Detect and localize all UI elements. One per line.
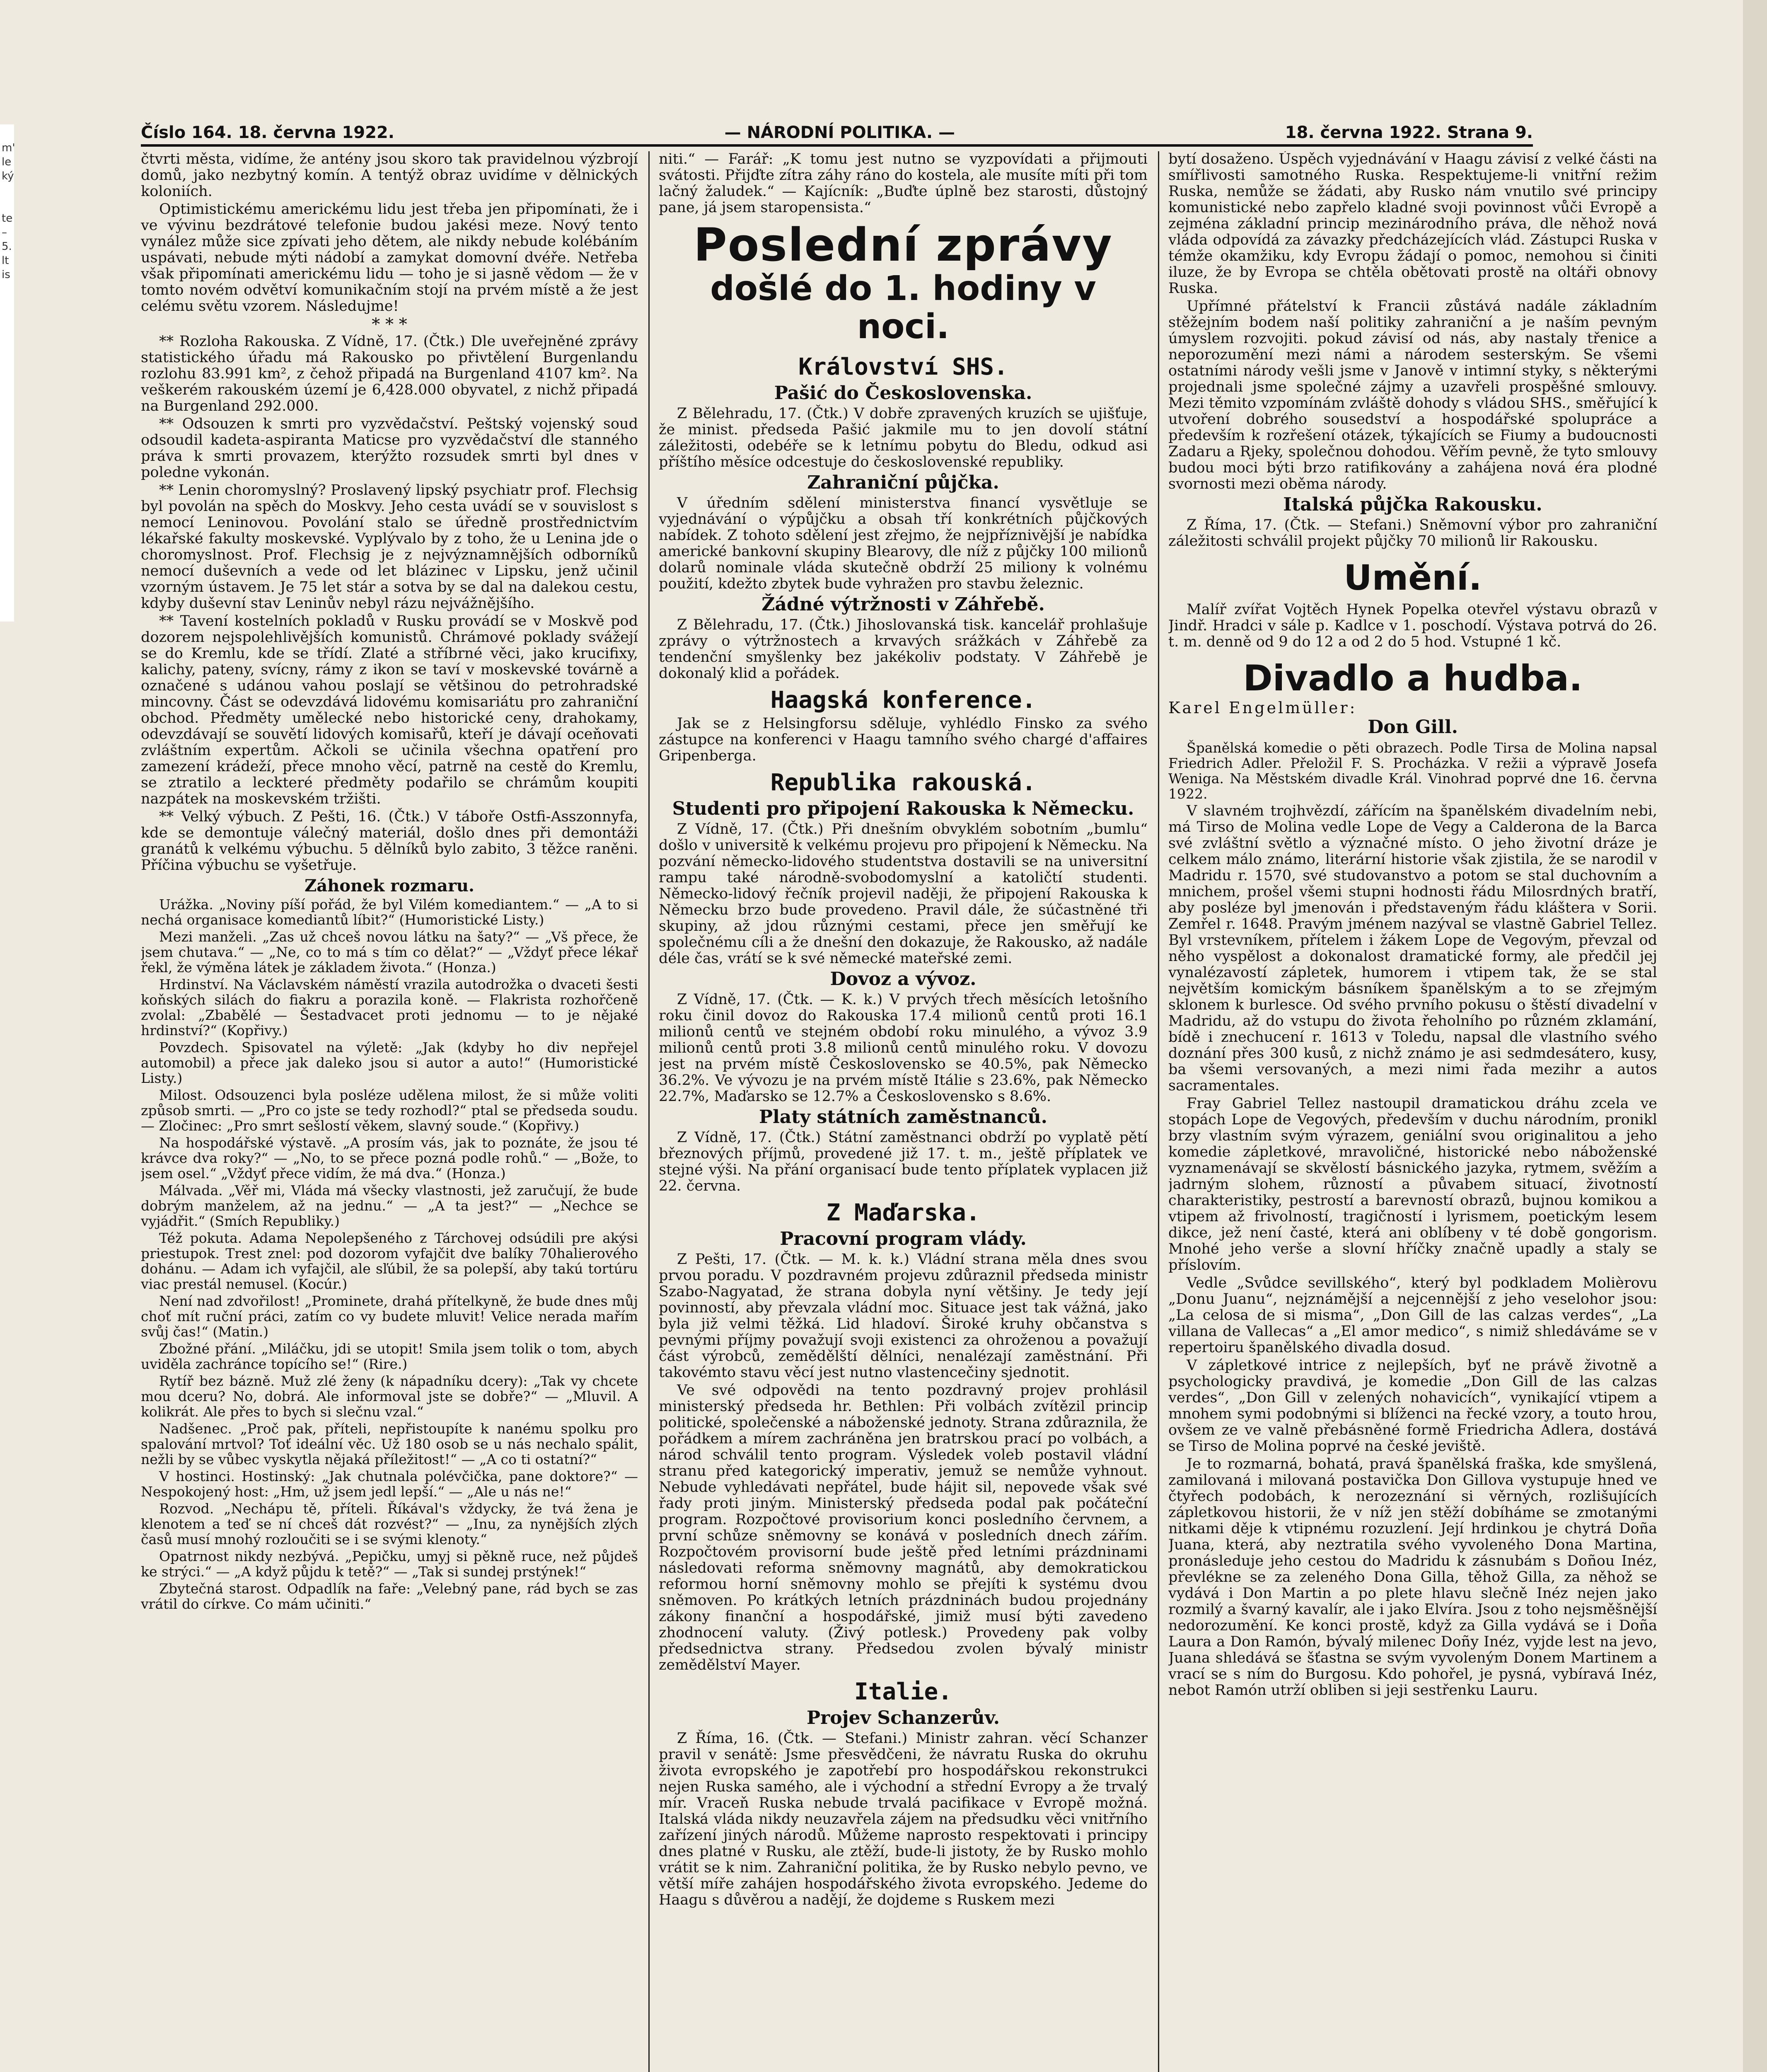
section-heading-haag: Haagská konference.	[770, 687, 1036, 714]
joke-item: Na hospodářské výstavě. „A prosím vás, jak to poznáte, že jsou té krávce dva roky?“ — „No, to se přece pozná podle rohů.“ — „Bože, to jsem osel.“ „Vždyť přece vidím, že má dva.“ (Honza.)	[141, 1135, 638, 1181]
article-paragraph: Z Říma, 16. (Čtk. — Stefani.) Ministr zahran. věcí Schanzer pravil v senátě: Jsme přesvědčeni, že návratu Ruska do okruhu života evropského je zapotřebí pro hospodářskou rekonstrukci nejen Ruska samého, ale i východní a střední Evropy a že trvalý mír. Vraceň Ruska nebude trvalá pacifikace v Evropě možná. Italská vláda nikdy neuzavřela zájem na předsudku věci vnitřního zařízení jiných národů. Můžeme naprosto respektovati i principy dnes platné v Rusku, ale ztěží, bude-li jistoty, že by Rusko mohlo vrátit se k nim. Zahraniční politika, že by Rusko nebylo pevno, ve větší míře zahájen hospodářského života evropského. Jedeme do Haagu s důvěrou a nadějí, že dojdeme s Ruskem mezi	[659, 1730, 1148, 1908]
article-paragraph: Z Vídně, 17. (Čtk.) Státní zaměstnanci obdrží po vyplatě pětí březnových příjmů, provedené již 17. t. m., ještě příplatek ve stejné výši. Na přání organisací bude tento příplatek vyplacen již 22. června.	[659, 1129, 1148, 1194]
article-heading: Platy státních zaměstnanců.	[759, 1106, 1047, 1128]
article-paragraph: Z Bělehradu, 17. (Čtk.) Jihoslovanská tisk. kancelář prohlašuje zprávy o výtržnostech a krvavých srážkách v Záhřebě za tendenční smyšlenky bez jakékoliv podstaty. V Záhřebě je dokonalý klid a pořádek.	[659, 617, 1148, 682]
joke-item: V hostinci. Hostinský: „Jak chutnala polévčička, pane doktore?“ — Nespokojený host: „Hm, už jsem jedl lepší.“ — „Ale u nás ne!“	[141, 1468, 638, 1500]
joke-item: Zbožné přání. „Miláčku, jdi se utopit! Smila jsem tolik o tom, abych uviděla zachránce topícího se!“ (Rire.)	[141, 1341, 638, 1372]
section-heading-rakousko: Republika rakouská.	[770, 769, 1036, 796]
article-paragraph: Z Vídně, 17. (Čtk.) Při dnešním obvyklém sobotním „bumlu“ došlo v universitě k velkému projevu pro připojení k Německu. Na pozvání německo-lidového studentstva dostavili se na universitní rampu také národně-svobodomyslní a katoličtí studenti. Německo-lidový řečník projevil naději, že připojení Rakouska k Německu brzo bude provedeno. Pravil dále, že súčastněné tři skupiny, až jdou různými cestami, přece jen směřují ke společnému cíli a že dnešní den dokazuje, že Rakousko, až nadále déle čas, vrátí se k své německé mateřské zemi.	[659, 821, 1148, 967]
joke-item: Rozvod. „Nechápu tě, příteli. Říkával's vždycky, že tvá žena je klenotem a teď se ní chceš dát rozvést?“ — „Inu, za nynějších zlých časů musí mnohý rozloučiti se i se svými klenoty.“	[141, 1501, 638, 1547]
article-heading: Žádné výtržnosti v Záhřebě.	[761, 594, 1045, 615]
joke-item: Nadšenec. „Proč pak, příteli, nepřistoupíte k nanému spolku pro spalování mrtvol? Toť ideální věc. Už 180 osob se u nás nechalo spálit, nežli by se vůbec vyskytla nějaká příležitost!“ — „A co ti ostatní?“	[141, 1421, 638, 1467]
article-paragraph: Z Vídně, 17. (Čtk. — K. k.) V prvých třech měsících letošního roku činil dovoz do Rakouska 17.4 milionů centů proti 16.1 milionů centů ve stejném období roku minulého, a vývoz 3.9 milionů centů proti 3.8 milionů centů minulého roku. V dovozu jest na prvém místě Československo se 40.5%, pak Německo 36.2%. Ve vývozu je na prvém místě Itálie s 23.6%, pak Německo 22.7%, Maďarsko se 12.7% a Československo s 8.6%.	[659, 991, 1148, 1105]
masthead-title: — NÁRODNÍ POLITIKA. —	[724, 123, 955, 142]
article-heading: Pracovní program vlády.	[780, 1228, 1027, 1249]
article-paragraph: Malíř zvířat Vojtěch Hynek Popelka otevřel výstavu obrazů v Jindř. Hradci v sále p. Kadlce v 1. poschodí. Výstava potrvá do 26. t. m. denně od 9 do 12 a od 2 do 5 hod. Vstupné 1 kč.	[1168, 601, 1657, 650]
header-page: 18. června 1922. Strana 9.	[1285, 123, 1533, 142]
article-heading: Zahraniční půjčka.	[807, 472, 999, 493]
separator-stars: * * *	[372, 315, 407, 334]
review-paragraph: Vedle „Svůdce sevillského“, který byl podkladem Molièrovu „Donu Juanu“, nejznámější a nejcennější z jeho veselohor jsou: „La celosa de si misma“, „Don Gill de las calzas verdes“, „La villana de Vallecas“ a „El amor medico“, s nimiž shledáváme se v repertoiru španělského divadla dosud.	[1168, 1275, 1657, 1356]
review-title: Don Gill.	[1368, 716, 1458, 738]
news-item-taveni: ** Tavení kostelních pokladů v Rusku provádí se v Moskvě pod dozorem nejspolehlivějších komunistů. Chrámové poklady svážejí se do Kremlu, kde se třídí. Zlaté a stříbrné věci, jako krucifixy, kalichy, pateny, svícny, rámy z ikon se taví v moskevské továrně a označené s udánou vahou poslají se většinou do petrohradské mincovny. Část se odevzdává lidovému komisariátu pro zahraniční obchod. Předměty umělecké nebo historické ceny, drahokamy, odevzdávají se souvětí lidových komisařů, kteří je dávají oceňovati zvláštním expertům. Ačkoli se učinila všechna opatření pro zamezení krádeží, přece mnoho věcí, patrně na cestě do Kremlu, se ztratilo a leckteré předměty podařilo se chrámům koupiti nazpátek na moskevském tržišti.	[141, 613, 638, 807]
article-paragraph: Ve své odpovědi na tento pozdravný projev prohlásil ministerský předseda hr. Bethlen: Při volbách zvítězil princip politické, společenské a náboženské jednoty. Strana zdůraznila, že pořádkem a mírem zachráněna jen bratrskou prací po volbách, a národ schválil tento program. Výsledek voleb postavil vládní stranu před kategorický imperativ, jemuž se nemůže vyhnout. Nebude vyhledávati nepřátel, bude hájit sil, nepovede však své řady proti jiným. Ministerský předseda podal pak počáteční program. Rozpočtové provisorium konci posledního červnem, a první schůze sněmovny se konává v posledních dnech zářím. Rozpočtovém provisorní bude ještě před letními prázdninami následovati reforma sněmovny magnátů, aby demokratickou reformou horní sněmovny mohlo se přejíti k systému dvou sněmoven. Po krátkých letních prázdninách budou projednány zákony finanční a hospodářské, jimiž musí býti zavedeno zhodnocení valuty. (Živý potlesk.) Provedeny pak volby předsednictva strany. Předsedou zvolen bývalý ministr zemědělství Mayer.	[659, 1382, 1148, 1673]
section-heading-shs: Království SHS.	[798, 353, 1008, 380]
article-heading: Italská půjčka Rakousku.	[1283, 494, 1542, 515]
article-paragraph: Optimistickému americkému lidu jest třeba jen připomínati, že i ve vývinu bezdrátové telefonie budou jakési meze. Nový tento vynález může sice zpívati jeho dětem, ale nikdy nebude kolébáním uspávati, nebude mýti nádobí a zamykat domovní dvéře. Netřeba však připomínati americkému lidu — toho je si jasně vědom — že v tomto novém odvětví komunikačním stojí na prvém místě a že jest celému světu vzorem. Následujme!	[141, 201, 638, 315]
review-paragraph: Fray Gabriel Tellez nastoupil dramatickou dráhu zcela ve stopách Lope de Vegových, především v duchu národním, pronikl brzy vlastním svým výrazem, geniální svou originalitou a jeho komedie zápletkové, mravoličné, historické nebo náboženské vyznamenávají se skvělostí básnického jazyka, rytmem, svěžím a jadrným slohem, růzností a půvabem situací, životností charakteristiky, pestrostí a barevností obrazů, bujnou komikou a vtipem až frivolností, tragičností i lyrismem, poetickým lesem dikce, jež není časté, která ani oblíbeny v té době gongorism. Mnohé jeho verše a slovní hříčky značně upadly a staly se příslovím.	[1168, 1095, 1657, 1273]
article-paragraph: V úředním sdělení ministerstva financí vysvětluje se vyjednávání o výpůjčku a obsah tří konkrétních půjčkových nabídek. Z tohoto sdělení jest zřejmo, že nejpříznivější je nabídka americké bankovní skupiny Blearovy, dle níž z půjčky 100 milionů dolarů nominale vláda skutečně obdrží 25 miliony k volnému použití, kdežto zbytek bude vyhražen pro stavbu železnic.	[659, 495, 1148, 592]
column-2	[659, 151, 1148, 2072]
section-heading-madarsko: Z Maďarska.	[826, 1199, 980, 1226]
review-paragraph: V zápletkové intrice z nejlepších, byť ne právě životně a psychologicky pravdivá, je komedie „Don Gill de las calzas verdes“, „Don Gill v zelených nohavicích“, vynikající vtipem a mnohem symi podobnými si blíženci na řecké vzory, a touto hrou, ovšem ze ve valně přebásněné formě Friedricha Adlera, dostává se Tirso de Molina poprvé na české jeviště.	[1168, 1357, 1657, 1455]
review-paragraph: Je to rozmarná, bohatá, pravá španělská fraška, kde smyšlená, zamilovaná i milovaná postavička Don Gillova vystupuje hned ve čtyřech podobách, k nerozeznání si věrných, rozlišujících zápletkovou historii, že v níž jen stěží dobíháme se zmotanými nitkami děje k vtipnému rozuzlení. Její hrdinkou je chytrá Doña Juana, která, aby neztratila svého vyvoleného Dona Martina, pronásleduje jeho cestou do Madridu k zásnubám s Doñou Inéz, převlékne se za zeleného Dona Gilla, těhož Gilla, za něhož se vydává i Don Martin a po plete hlavu slečně Inéz nejen jako rozmilý a švarný kavalír, ale i jako Elvíra. Jsou z toho nejsměšnější nedorozumění. Ke konci prostě, když za Gilla vydává se i Doña Laura a Don Ramón, bývalý milenec Doñy Inéz, vyjde lest na jevo, Juana shledává se šťastna se svým vyvoleným Donem Martinem a vrací se s ním do Burgosu. Kdo pohořel, je pysná, vybíravá Inéz, nebot Ramón utrží obliben si jeji sestřenku Lauru.	[1168, 1456, 1657, 1699]
header-issue: Číslo 164. 18. června 1922.	[141, 123, 394, 142]
section-heading-zahonek: Záhonek rozmaru.	[305, 876, 474, 896]
article-heading: Studenti pro připojení Rakouska k Německu.	[672, 798, 1134, 819]
review-info: Španělská komedie o pěti obrazech. Podle Tirsa de Molina napsal Friedrich Adler. Přeložil F. S. Procházka. V režii a výpravě Josefa Weniga. Na Městském divadle Král. Vinohrad poprvé dne 16. června 1922.	[1168, 740, 1657, 802]
joke-item: Zbytečná starost. Odpadlík na faře: „Velebný pane, rád bych se zas vrátil do církve. Co mám učiniti.“	[141, 1581, 638, 1612]
article-continuation: bytí dosaženo. Úspěch vyjednávání v Haagu závisí z velké části na smířlivosti samotného Ruska. Respektujeme-li vnitřní režim Ruska, nemůže se žádati, aby Rusko nám vnutilo své principy komunistické nebo zapřelo kladné svoji povinnost vůči Evropě a zejména základní princip mezinárodního práva, dle něhož nová vláda odpovídá za závazky předcházejících vlád. Zástupci Ruska v témže okamžiku, kdy Evropu žádají o pomoc, nemohou si činiti iluze, že by Evropa se chtěla obětovati prostě na oltáři obnovy Ruska.	[1168, 151, 1657, 297]
joke-item: Mezi manželi. „Zas už chceš novou látku na šaty?“ — „Vš přece, že jsem chutava.“ — „Ne, co to má s tím co dělat?“ — „Vždyť přece lékař řekl, že výměna látek je základem života.“ (Honza.)	[141, 929, 638, 975]
header-rule	[141, 144, 1533, 147]
section-heading-umeni: Umění.	[1344, 557, 1482, 598]
article-paragraph: Z Bělehradu, 17. (Čtk.) V dobře zpravených kruzích se ujišťuje, že minist. předseda Pašić jakmile mu to jen dovolí státní záležitosti, odebéře se k letnímu pobytu do Bledu, odkud asi příštího měsíce odcestuje do československé republiky.	[659, 405, 1148, 470]
joke-item: Není nad zdvořilost! „Prominete, drahá přítelkyně, že bude dnes můj choť mít ruční práci, zatím co vy budete mluvit! Velice nerada mařím svůj čas!“ (Matin.)	[141, 1293, 638, 1340]
news-item-vybuch: ** Velký výbuch. Z Pešti, 16. (Čtk.) V táboře Ostfi-Asszonnyfa, kde se demontuje válečný materiál, došlo dnes při demontáži granátů k velkému výbuchu. 5 dělníků bylo zabito, 3 těžce raněni. Příčina výbuchu se vyšetřuje.	[141, 808, 638, 874]
column-divider	[1158, 151, 1159, 2072]
section-heading-italie: Italie.	[854, 1678, 952, 1705]
news-item-odsouzen: ** Odsouzen k smrti pro vyzvědačství. Peštský vojenský soud odsoudil kadeta-aspiranta Maticse pro vyzvědačství dle stanného práva k smrti provazem, kterýžto rozsudek smrti byl dnes v poledne vykonán.	[141, 416, 638, 481]
joke-item: Urážka. „Noviny píší pořád, že byl Vilém komediantem.“ — „A to si nechá organisace komediantů líbit?“ (Humoristické Listy.)	[141, 896, 638, 928]
latest-news-subtitle: došlé do 1. hodiny v noci.	[710, 269, 1096, 346]
article-heading: Projev Schanzerův.	[806, 1707, 1000, 1728]
news-item-lenin: ** Lenin choromyslný? Proslavený lipský psychiatr prof. Flechsig byl povolán na spěch do Moskvy. Jeho cesta uvádí se v souvislost s nemocí Leninovou. Povolání stalo se úředně prostřednictvím lékařské fakulty moskevské. Vyplývalo by z toho, že u Lenina jde o choromyslnost. Prof. Flechsig je z nejvýznamnějších odborníků nemocí duševních a vede od let blázinec v Lipsku, jenž učinil vzorným ústavem. Je 75 let stár a sotva by se dal na dalekou cestu, kdyby duševní stav Leninův nebyl rázu nejvážnějšího.	[141, 482, 638, 612]
column-1	[141, 151, 638, 2072]
cut-off-margin-text: m' le ký te – 5. lt is	[2, 142, 15, 281]
joke-continuation: niti.“ — Farář: „K tomu jest nutno se vyzpovídati a přijmouti svátosti. Přijďte zítra záhy ráno do kostela, ale musíte míti při tom lačný žaludek.“ — Kajícník: „Buďte úplně bez starosti, důstojný pane, já jsem staropensista.“	[659, 151, 1148, 216]
article-paragraph: Upřímné přátelství k Francii zůstává nadále základním stěžejním bodem naší politiky zahraniční a je naším pevným úmyslem rozvojiti. pokud závisí od nás, aby nastaly třenice a neporozumění mezi námi a národem sesterským. Se všemi ostatními národy vešli jsme v Janově v intimní styky, s některými projednali jsme společné zájmy a uzavřeli prospěšné smlouvy. Mezi těmito vzpomínám zvláště dohody s vládou SHS., směřující k utvoření dobrého sousedství a hospodářské spolupráce a především k rozřešení otázek, týkajících se Fiumy a budoucnosti Zadaru a Rjeky, společnou dohodou. Věřím pevně, že tyto smlouvy budou moci býti brzo ratifikovány a zahájena nová éra plodné svornosti mezi oběma národy.	[1168, 298, 1657, 492]
joke-item: Málvada. „Věř mi, Vláda má všecky vlastnosti, jež zaručují, že bude dobrým manželem, až na jednu.“ — „A ta jest?“ — „Nechce se vyjádřit.“ (Smích Republiky.)	[141, 1182, 638, 1229]
article-paragraph: Z Pešti, 17. (Čtk. — M. k. k.) Vládní strana měla dnes svou prvou poradu. V pozdravném projevu zdůraznil předseda ministr Szabo-Nagyatad, že strana dobyla nyní většiny. Je tedy její povinností, aby převzala vládní moc. Situace jest tak vážná, jako byla již velmi těžká. Lid hladoví. Široké kruhy občanstva s pevnými příjmy považují svoji existenci za ohroženou a považují část výrobců, zemědělští dělníci, nenalézají zaměstnání. Při takovémto stavu věcí jest nutno vlastencečiny sjednotit.	[659, 1251, 1148, 1381]
joke-item: Opatrnost nikdy nezbývá. „Pepičku, umyj si pěkně ruce, než půjdeš ke strýci.“ — „A když půjdu k tetě?“ — „Tak si sundej prstýnek!“	[141, 1548, 638, 1580]
review-author: Karel Engelmüller:	[1168, 699, 1357, 717]
article-continuation: čtvrti města, vidíme, že antény jsou skoro tak pravidelnou výzbrojí domů, jako nezbytný komín. A tentýž obraz uvidíme v dělnických koloniích.	[141, 151, 638, 200]
joke-item: Povzdech. Spisovatel na výletě: „Jak (kdyby ho div nepřejel automobil) a přece jak daleko jsou si autor a auto!“ (Humoristické Listy.)	[141, 1039, 638, 1086]
article-heading: Pašić do Československa.	[774, 382, 1032, 404]
section-heading-divadlo: Divadlo a hudba.	[1243, 658, 1583, 699]
news-item-rozloha: ** Rozloha Rakouska. Z Vídně, 17. (Čtk.) Dle uveřejněné zprávy statistického úřadu má Rakousko po přivtělení Burgenlandu rozlohu 83.991 km², z čehož připadá na Burgenland 4107 km². Na veškerém rakouském území je 6,428.000 obyvatel, z nichž připadá na Burgenland 292.000.	[141, 333, 638, 414]
joke-item: Rytíř bez bázně. Muž zlé ženy (k nápadníku dcery): „Tak vy chcete mou dceru? No, dobrá. Ale informoval jste se dobře?“ — „Mluvil. A kolikrát. Ale přes to bych si slečnu vzal.“	[141, 1373, 638, 1420]
joke-item: Milost. Odsouzenci byla posléze udělena milost, že si může voliti způsob smrti. — „Pro co jste se tedy rozhodl?“ ptal se předseda soudu. — Zločinec: „Pro smrt sešlostí věkem, slavný soude.“ (Kopřivy.)	[141, 1087, 638, 1134]
review-paragraph: V slavném trojhvězdí, zářícím na španělském divadelním nebi, má Tirso de Molina vedle Lope de Vegy a Calderona de la Barca své zvláštní světlo a význačné místo. O jeho životní dráze je celkem málo známo, literární historie však zjistila, že se narodil v Madridu r. 1570, své studovanstvo a potom se stal duchovním a mnichem, prošel všemi stupni hodnosti řádu Milosrdných bratří, aby posléze byl jmenován i představeným řádu kláštera v Sorii. Zemřel r. 1648. Pravým jménem nazýval se vlastně Gabriel Tellez. Byl vrstevníkem, přítelem i žákem Lope de Vegovým, převzal od něho vyspělost a dokonalost dramatické formy, ale předčil jej vynalézavostí zápletek, humorem i vtipem tak, že se stal největším komickým básníkem španělským a to se zřejmým sklonem k burlesce. Od svého prvního pokusu o štěstí divadelní v Madridu, až do vstupu do života řeholního po různém zklamání, bídě i znechucení r. 1613 v Toledu, napsal dle vlastního svého doznání přes 300 kusů, z nichž známo je asi sedmdesátero, kusy, ba všemi versovaných, a mezi nimi řada mezihr a autos sacramentales.	[1168, 803, 1657, 1094]
page-header	[141, 118, 1533, 147]
joke-item: Též pokuta. Adama Nepolepšeného z Tárchovej odsúdili pre akýsi priestupok. Trest znel: pod dozorom vyfajčit dve balíky 70halierového dohánu. — Adam ich vyfajčil, ale sľúbil, že sa polepší, aby takú tortúru viac prestál nemusel. (Kocúr.)	[141, 1230, 638, 1292]
column-divider	[648, 151, 650, 2072]
column-3	[1168, 151, 1657, 2072]
latest-news-title: Poslední zprávy	[694, 218, 1113, 271]
article-paragraph: Jak se z Helsingforsu sděluje, vyhlédlo Finsko za svého zástupce na konferenci v Haagu tamního svého chargé d'affaires Gripenberga.	[659, 715, 1148, 764]
page-edge-right	[1743, 0, 1767, 2072]
article-heading: Dovoz a vývoz.	[830, 968, 977, 990]
joke-item: Hrdinství. Na Václavském náměstí vrazila autodrožka o dvaceti šesti koňských silách do fiakru a porazila koně. — Flakrista rozhořčeně zvolal: „Zbabělé — Šestadvacet proti jednomu — to je nějaké hrdinství?“ (Kopřivy.)	[141, 976, 638, 1038]
article-paragraph: Z Říma, 17. (Čtk. — Stefani.) Sněmovní výbor pro zahraniční záležitosti schválil projekt půjčky 70 milionů lir Rakousku.	[1168, 517, 1657, 549]
